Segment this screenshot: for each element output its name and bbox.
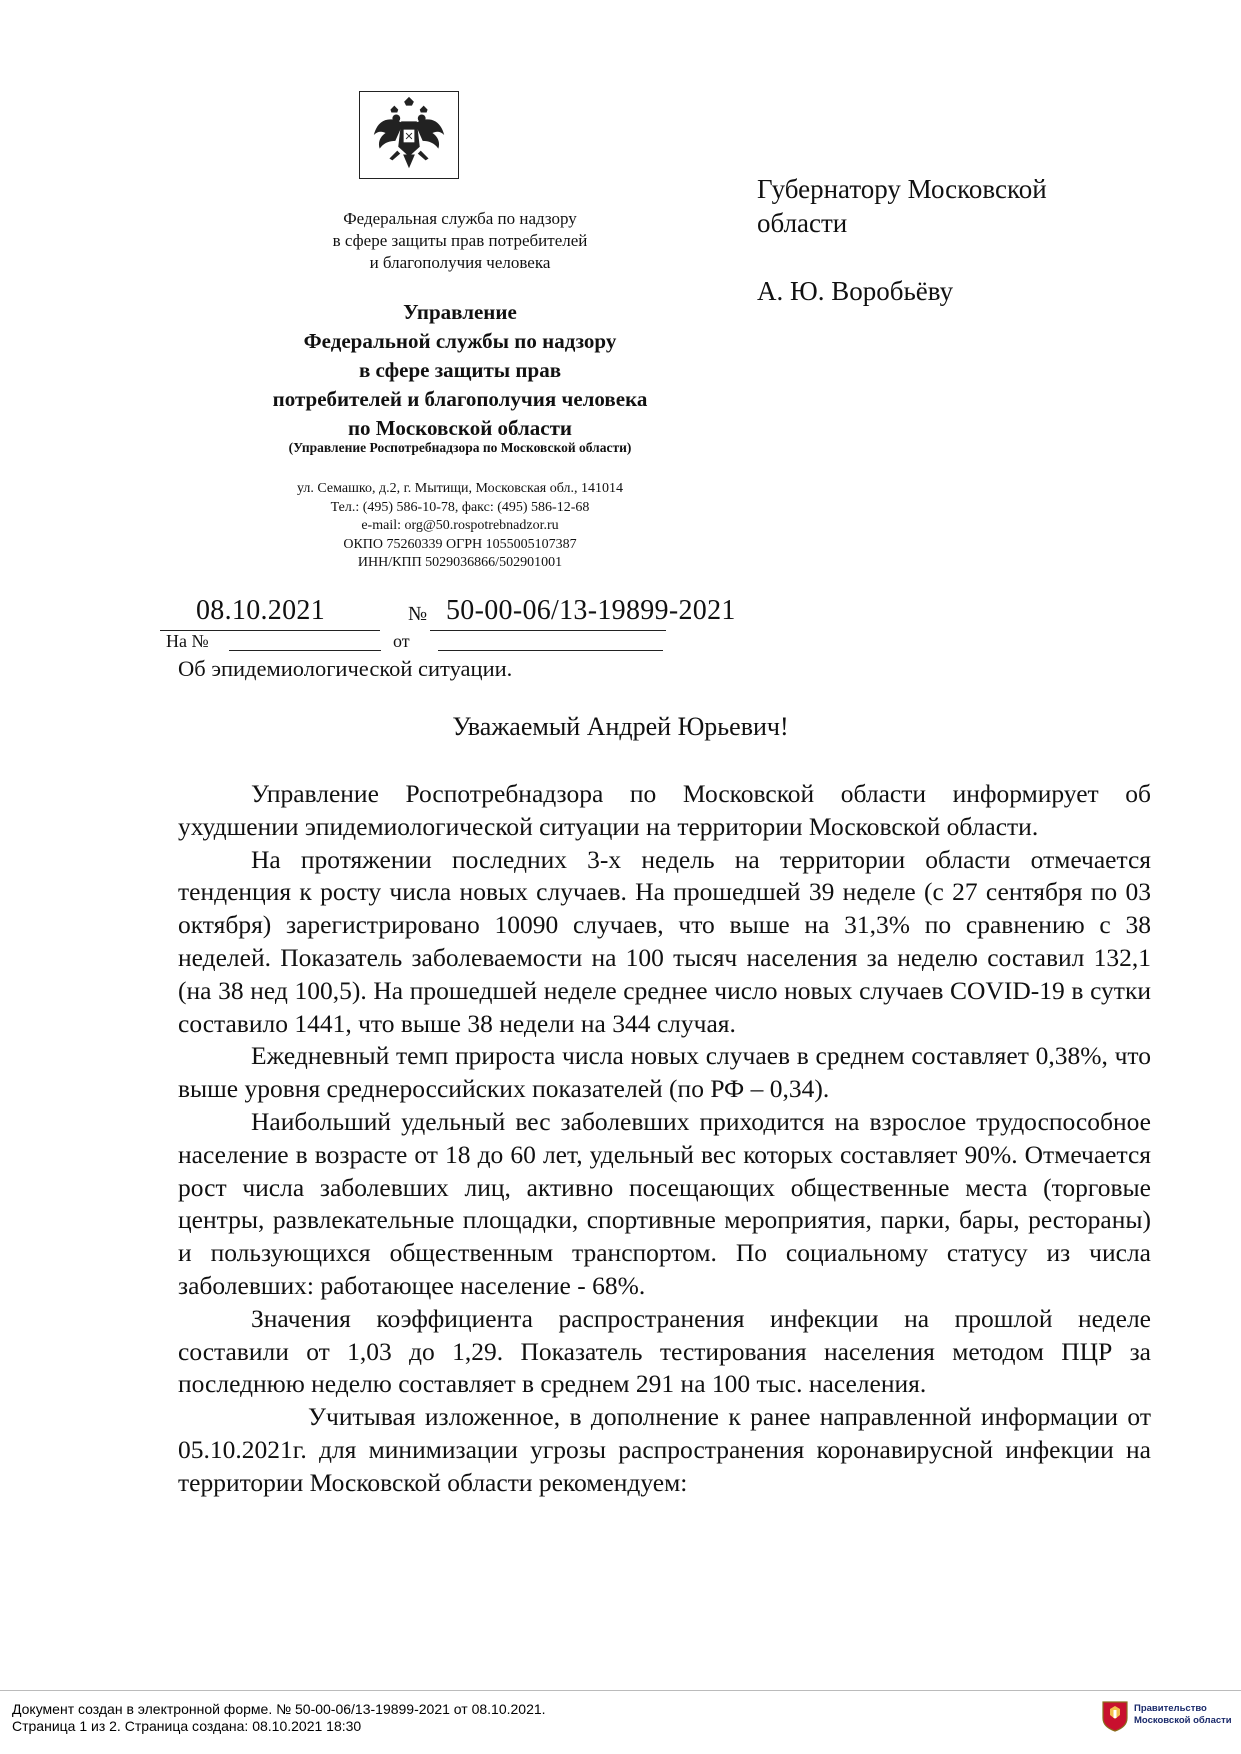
agency-line: Федеральная служба по надзору <box>343 209 577 228</box>
department-line: Управление <box>403 300 517 324</box>
body-paragraph: Значения коэффициента распространения инфекции на прошлой неделе составили от 1,03 до 1,29. Показатель тестирования населения методом ПЦР за последнюю неделю составляет в среднем 291 на 100 тыс. населения. <box>178 1303 1151 1399</box>
footer-organization <box>1134 1703 1232 1727</box>
agency-name <box>160 208 760 274</box>
contact-address: ул. Семашко, д.2, г. Мытищи, Московская обл., 141014 <box>297 481 623 496</box>
department-line: потребителей и благополучия человека <box>272 387 648 411</box>
recipient-line: Губернатору Московской <box>757 174 1047 204</box>
footer-org-line: Московской области <box>1134 1715 1232 1726</box>
department-line: Федеральной службы по надзору <box>303 329 617 353</box>
footer-stamp <box>12 1701 546 1735</box>
agency-line: и благополучия человека <box>369 253 551 272</box>
body-paragraph: На протяжении последних 3-х недель на территории области отмечается тенденция к росту числа новых случаев. На прошедшей 39 неделе (с 27 сентября по 03 октября) зарегистрировано 10090 случаев, что выше на 31,3% по сравнению с 38 неделей. Показатель заболеваемости на 100 тысяч населения за неделю составил 132,1 (на 38 нед 100,5). На прошедшей неделе среднее число новых случаев COVID-19 в сутки составило 1441, что выше 38 недели на 344 случая. <box>178 844 1151 1038</box>
contact-phone: Тел.: (495) 586-10-78, факс: (495) 586-12-68 <box>330 499 590 515</box>
recipient-name: А. Ю. Воробьёву <box>757 276 954 306</box>
department-line: по Московской области <box>347 416 573 440</box>
department-line: в сфере защиты прав <box>358 358 562 382</box>
contact-okpo-ogrn: ОКПО 75260339 ОГРН 1055005107387 <box>343 536 577 552</box>
body-paragraph: Учитывая изложенное, в дополнение к ранее направленной информации от 05.10.2021г. для минимизации угрозы распространения коронавирусной инфекции на территории Московской области рекомендуем: <box>178 1402 1151 1497</box>
footer-divider <box>0 1690 1241 1691</box>
reference-from-label: от <box>393 631 410 651</box>
footer-line: Документ создан в электронной форме. № 50-00-06/13-19899-2021 от 08.10.2021. <box>12 1701 546 1717</box>
footer-org-line: Правительство <box>1134 1703 1207 1714</box>
number-sign: № <box>408 603 428 625</box>
reference-date-line <box>438 632 663 651</box>
contact-info <box>160 480 760 573</box>
coat-of-arms-icon <box>359 91 459 179</box>
agency-line: в сфере защиты прав потребителей <box>332 231 588 250</box>
department-name <box>160 298 760 443</box>
moscow-region-coat-of-arms-icon <box>1101 1700 1129 1732</box>
subject-line: Об эпидемиологической ситуации. <box>178 656 513 681</box>
contact-email: e-mail: org@50.rospotrebnadzor.ru <box>361 518 559 533</box>
letter-body <box>178 778 1151 1500</box>
body-paragraph: Наибольший удельный вес заболевших приходится на взрослое трудоспособное население в возрасте от 18 до 60 лет, удельный вес которых составляет 90%. Отмечается рост числа заболевших лиц, активно посещающих общественные места (торговые центры, развлекательные площадки, спортивные мероприятия, парки, бары, рестораны) и пользующихся общественным транспортом. По социальному статусу из числа заболевших: работающее население - 68%. <box>178 1106 1151 1300</box>
contact-inn-kpp: ИНН/КПП 5029036866/502901001 <box>357 555 563 570</box>
footer-line: Страница 1 из 2. Страница создана: 08.10.2021 18:30 <box>12 1718 362 1734</box>
document-number: 50-00-06/13-19899-2021 <box>446 595 736 626</box>
salutation: Уважаемый Андрей Юрьевич! <box>452 712 789 741</box>
recipient-line: области <box>757 208 848 238</box>
body-paragraph: Ежедневный темп прироста числа новых случаев в среднем составляет 0,38%, что выше уровня среднероссийских показателей (по РФ – 0,34). <box>178 1041 1151 1104</box>
body-paragraph: Управление Роспотребнадзора по Московской области информирует об ухудшении эпидемиологической ситуации на территории Московской области. <box>178 779 1151 841</box>
department-abbreviation: (Управление Роспотребнадзора по Московской области) <box>288 440 632 455</box>
reference-number-line <box>229 632 381 651</box>
recipient-title <box>757 172 1047 240</box>
document-date: 08.10.2021 <box>196 595 325 626</box>
reference-label: На № <box>166 631 209 651</box>
